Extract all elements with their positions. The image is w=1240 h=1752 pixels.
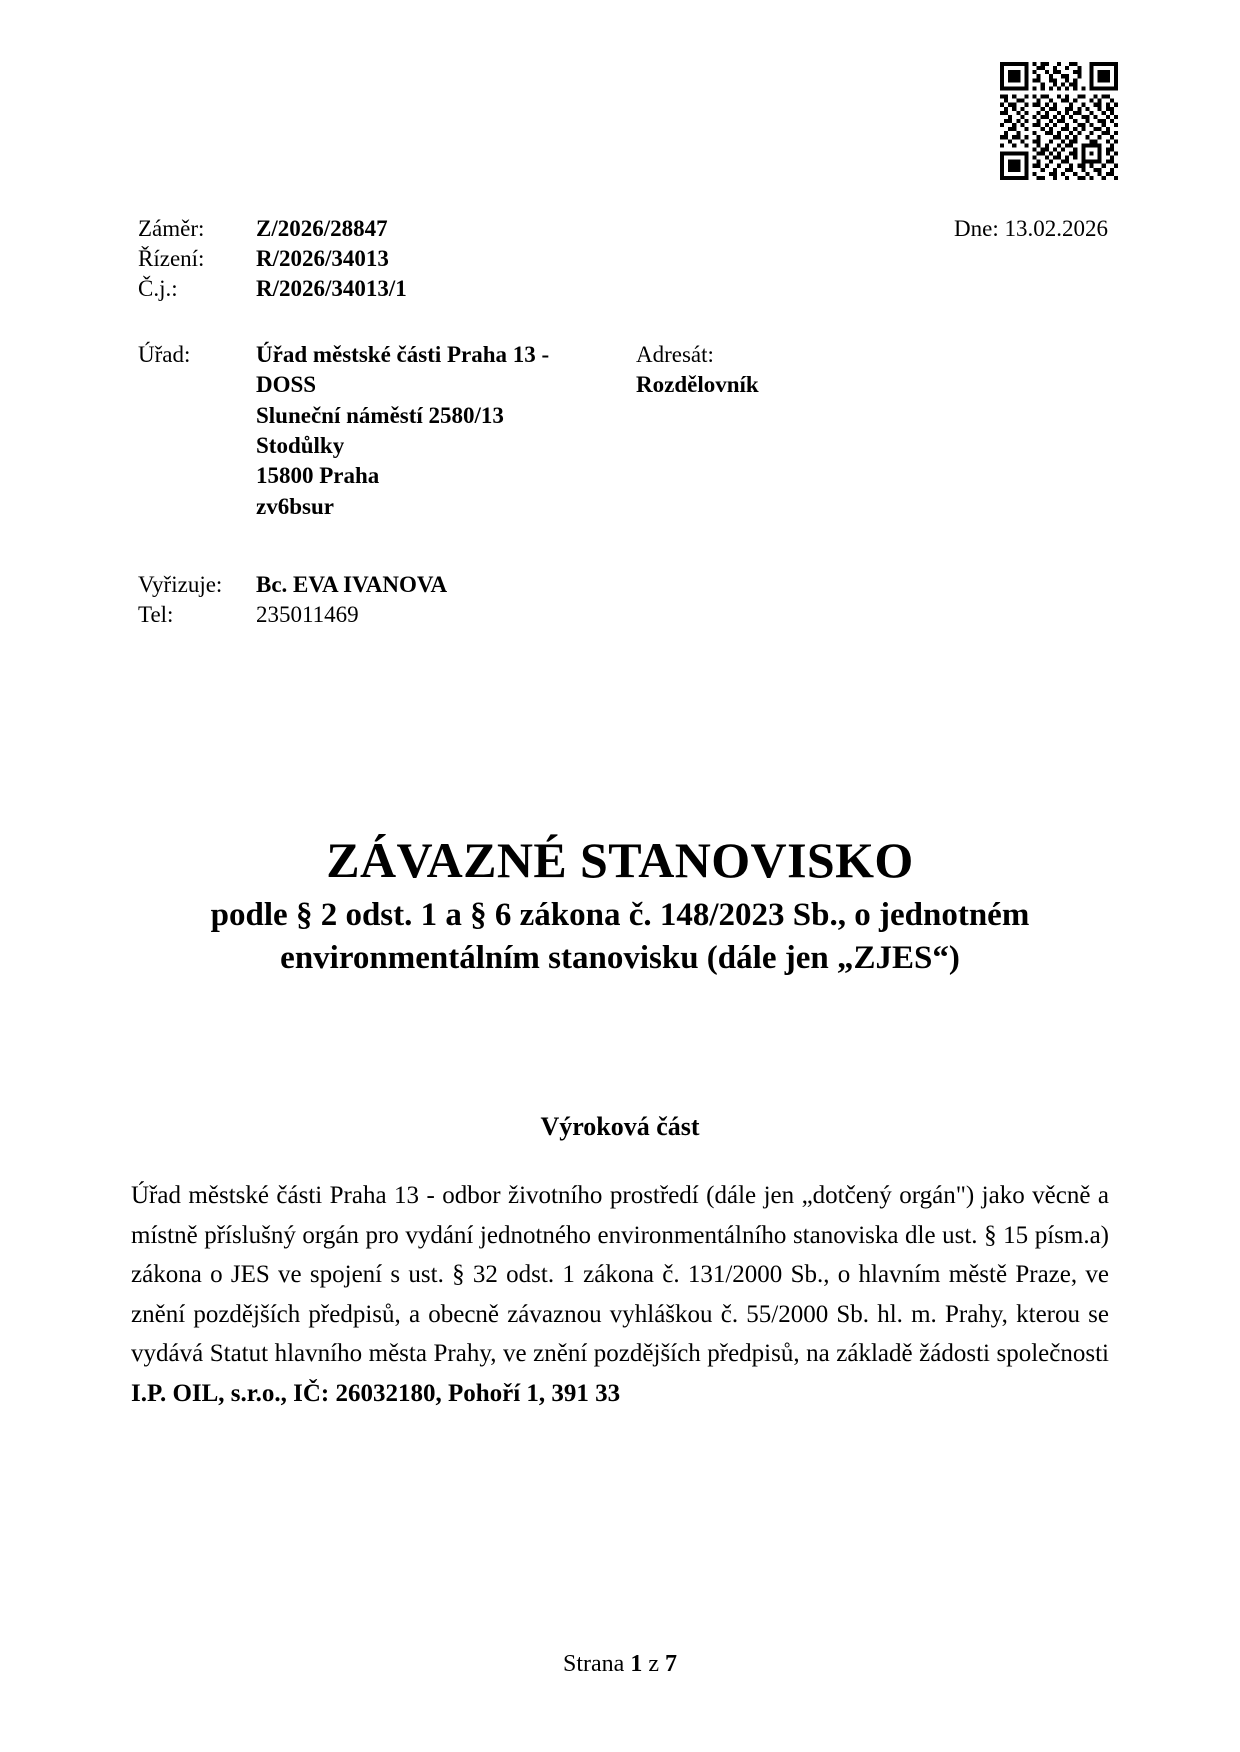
office-address [256,340,636,522]
qr-code-icon [1000,62,1118,180]
recipient-value: Rozdělovník [636,372,759,398]
meta-value-cj: R/2026/34013/1 [256,275,407,301]
handler-block [138,570,1108,630]
handler-value-vyrizuje: Bc. EVA IVANOVA [256,572,448,597]
office-address-line: 15800 Praha [256,463,380,489]
handler-row-tel [138,600,1108,630]
title-block [150,832,1090,980]
page-subtitle: podle § 2 odst. 1 a § 6 zákona č. 148/2023 Sb., o jednotném environmentálním stanovisku (dále jen „ZJES“) [210,897,1030,976]
page-title: ZÁVAZNÉ STANOVISKO [326,832,914,888]
section-heading-vyrokova-cast: Výroková část [540,1112,700,1141]
office-address-line: Sluneční náměstí 2580/13 [256,402,504,428]
meta-row-rizeni [138,244,1108,274]
recipient-label: Adresát: [636,342,714,367]
handler-label-vyrizuje: Vyřizuje: [138,572,223,597]
meta-row-zamer [138,214,1108,244]
office-address-line: Úřad městské části Praha 13 - [256,342,550,367]
meta-label-cj: Č.j.: [138,275,178,301]
document-date: Dne: 13.02.2026 [954,216,1108,241]
recipient-block [636,340,1108,401]
handler-value-tel: 235011469 [256,601,359,627]
meta-label-rizeni: Řízení: [138,245,205,271]
footer-prefix: Strana [563,1651,631,1677]
meta-value-rizeni: R/2026/34013 [256,245,389,271]
handler-row-vyrizuje [138,570,1108,600]
footer-middle: z [642,1651,665,1677]
office-address-line: zv6bsur [256,493,334,519]
office-address-line: DOSS [256,372,317,398]
footer-page-number: 1 [630,1651,643,1677]
office-block [138,340,1108,522]
page-footer [0,1651,1240,1678]
office-label: Úřad: [138,342,191,367]
meta-row-cj [138,274,1108,304]
office-address-line: Stodůlky [256,433,345,459]
meta-label-zamer: Záměr: [138,216,205,241]
body-paragraph-lead: Úřad městské části Praha 13 - odbor životního prostředí (dále jen „dotčený orgán") jako věcně a místně příslušný orgán pro vydání jednotného environmentálního stanoviska dle ust. § 15 písm.a) zákona o JES ve spojení s ust. § 32 odst. 1 zákona č. 131/2000 Sb., o hlavním městě Praze, ve znění pozdějších předpisů, a obecně závaznou vyhláškou č. 55/2000 Sb. hl. m. Prahy, kterou se vydává Statut hlavního města Prahy, ve znění pozdějších předpisů, na základě žádosti společnosti [131,1182,1109,1367]
document-meta-block [138,214,1108,304]
body-paragraph-applicant: I.P. OIL, s.r.o., IČ: 26032180, Pohoří 1, 391 33 [131,1379,621,1407]
footer-total-pages: 7 [664,1651,677,1677]
meta-value-zamer: Z/2026/28847 [256,216,388,241]
handler-label-tel: Tel: [138,601,174,627]
body-paragraph [131,1176,1109,1413]
